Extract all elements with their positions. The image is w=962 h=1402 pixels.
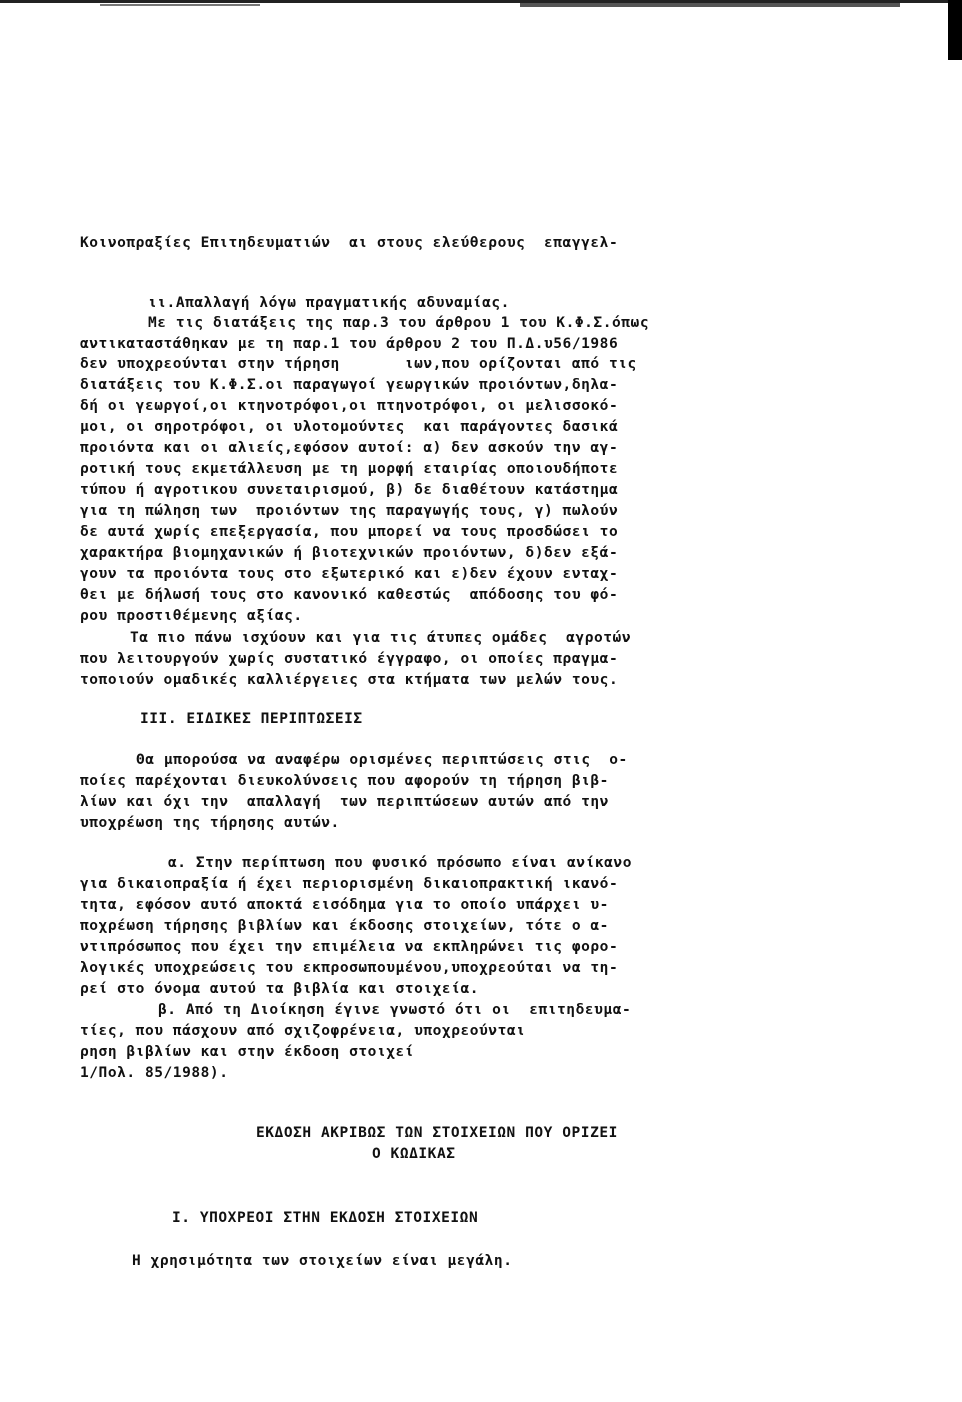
paragraph-line: τύπου ή αγροτικου συνεταιρισμού, β) δε διαθέτουν κατάστημα [80,482,619,498]
subheading-exemption: ιι.Απαλλαγή λόγω πραγματικής αδυναμίας. [148,295,510,311]
paragraph-line: τίες, που πάσχουν από σχιζοφρένεια, υποχρεούνται [80,1023,526,1039]
paragraph-line: β. Από τη Διοίκηση έγινε γνωστό ότι οι επιτηδευμα- [158,1002,632,1018]
paragraph-line: διατάξεις του Κ.Φ.Σ.οι παραγωγοί γεωργικών προιόντων,δηλα- [80,377,619,393]
paragraph-line: Η χρησιμότητα των στοιχείων είναι μεγάλη. [132,1253,513,1269]
paragraph-line: χαρακτήρα βιομηχανικών ή βιοτεχνικών προιόντων, δ)δεν εξά- [80,545,619,561]
paragraph-line: μοι, οι σηροτρόφοι, οι υλοτομούντες και παράγοντες δασικά [80,419,619,435]
paragraph-line: τητα, εφόσον αυτό αποκτά εισόδημα για το οποίο υπάρχει υ- [80,897,609,913]
paragraph-line: λογικές υποχρεώσεις του εκπροσωπουμένου,υποχρεούται να τη- [80,960,619,976]
paragraph-line: ποίες παρέχονται διευκολύνσεις που αφορούν τη τήρηση βιβ- [80,773,609,789]
scan-right-edge [948,0,962,60]
paragraph-line: που λειτουργούν χωρίς συστατικό έγγραφο, οι οποίες πραγμα- [80,651,619,667]
paragraph-line: για τη πώληση των προιόντων της παραγωγής τους, γ) πωλούν [80,503,619,519]
scan-top-edge [0,0,962,10]
paragraph-line: Τα πιο πάνω ισχύουν και για τις άτυπες ομάδες αγροτών [130,630,632,646]
paragraph-line: τοποιούν ομαδικές καλλιέργειες στα κτήματα των μελών τους. [80,672,619,688]
paragraph-line: δε αυτά χωρίς επεξεργασία, που μπορεί να τους προσδώσει το [80,524,619,540]
paragraph-line: ρηση βιβλίων και στην έκδοση στοιχεί [80,1044,415,1060]
paragraph-line: ντιπρόσωπος που έχει την επιμέλεια να εκπληρώνει τις φορο- [80,939,619,955]
section-heading-issuance-continued: Ο ΚΩΔΙΚΑΣ [372,1146,456,1162]
paragraph-line: Με τις διατάξεις της παρ.3 του άρθρου 1 του Κ.Φ.Σ.όπως [148,315,650,331]
paragraph-line: δεν υποχρεούνται στην τήρηση ιων,που ορίζονται από τις [80,356,637,372]
paragraph-line: αντικαταστάθηκαν με τη παρ.1 του άρθρου 2 του Π.Δ.υ56/1986 [80,336,619,352]
paragraph-line: θει με δήλωσή τους στο κανονικό καθεστώς απόδοσης του φό- [80,587,619,603]
paragraph-line: ροτική τους εκμετάλλευση με τη μορφή εταιρίας οποιουδήποτε [80,461,619,477]
paragraph-line: γουν τα προιόντα τους στο εξωτερικό και ε)δεν έχουν ενταχ- [80,566,619,582]
heading-joint-ventures: Κοινοπραξίες Επιτηδευματιών αι στους ελεύθερους επαγγελ- [80,235,619,251]
paragraph-line: λίων και όχι την απαλλαγή των περιπτώσεων αυτών από την [80,794,609,810]
paragraph-line: δή οι γεωργοί,οι κτηνοτρόφοι,οι πτηνοτρόφοι, οι μελισσοκό- [80,398,619,414]
section-heading-special-cases: III. ΕΙΔΙΚΕΣ ΠΕΡΙΠΤΩΣΕΙΣ [140,711,363,727]
paragraph-line: για δικαιοπραξία ή έχει περιορισμένη δικαιοπρακτική ικανό- [80,876,619,892]
paragraph-line: προιόντα και οι αλιείς,εφόσον αυτοί: α) δεν ασκούν την αγ- [80,440,619,456]
paragraph-line: ρεί στο όνομα αυτού τα βιβλία και στοιχεία. [80,981,480,997]
paragraph-line: υποχρέωση της τήρησης αυτών. [80,815,340,831]
paragraph-line: ρου προστιθέμενης αξίας. [80,608,303,624]
subsection-heading-obligated: Ι. ΥΠΟΧΡΕΟΙ ΣΤΗΝ ΕΚΔΟΣΗ ΣΤΟΙΧΕΙΩΝ [172,1210,479,1226]
paragraph-line: 1/Πολ. 85/1988). [80,1065,229,1081]
paragraph-line: ποχρέωση τήρησης βιβλίων και έκδοσης στοιχείων, τότε ο α- [80,918,609,934]
section-heading-issuance: ΕΚΔΟΣΗ ΑΚΡΙΒΩΣ ΤΩΝ ΣΤΟΙΧΕΙΩΝ ΠΟΥ ΟΡΙΖΕΙ [256,1125,618,1141]
paragraph-line: Θα μπορούσα να αναφέρω ορισμένες περιπτώσεις στις ο- [136,752,628,768]
paragraph-line: α. Στην περίπτωση που φυσικό πρόσωπο είναι ανίκανο [168,855,632,871]
